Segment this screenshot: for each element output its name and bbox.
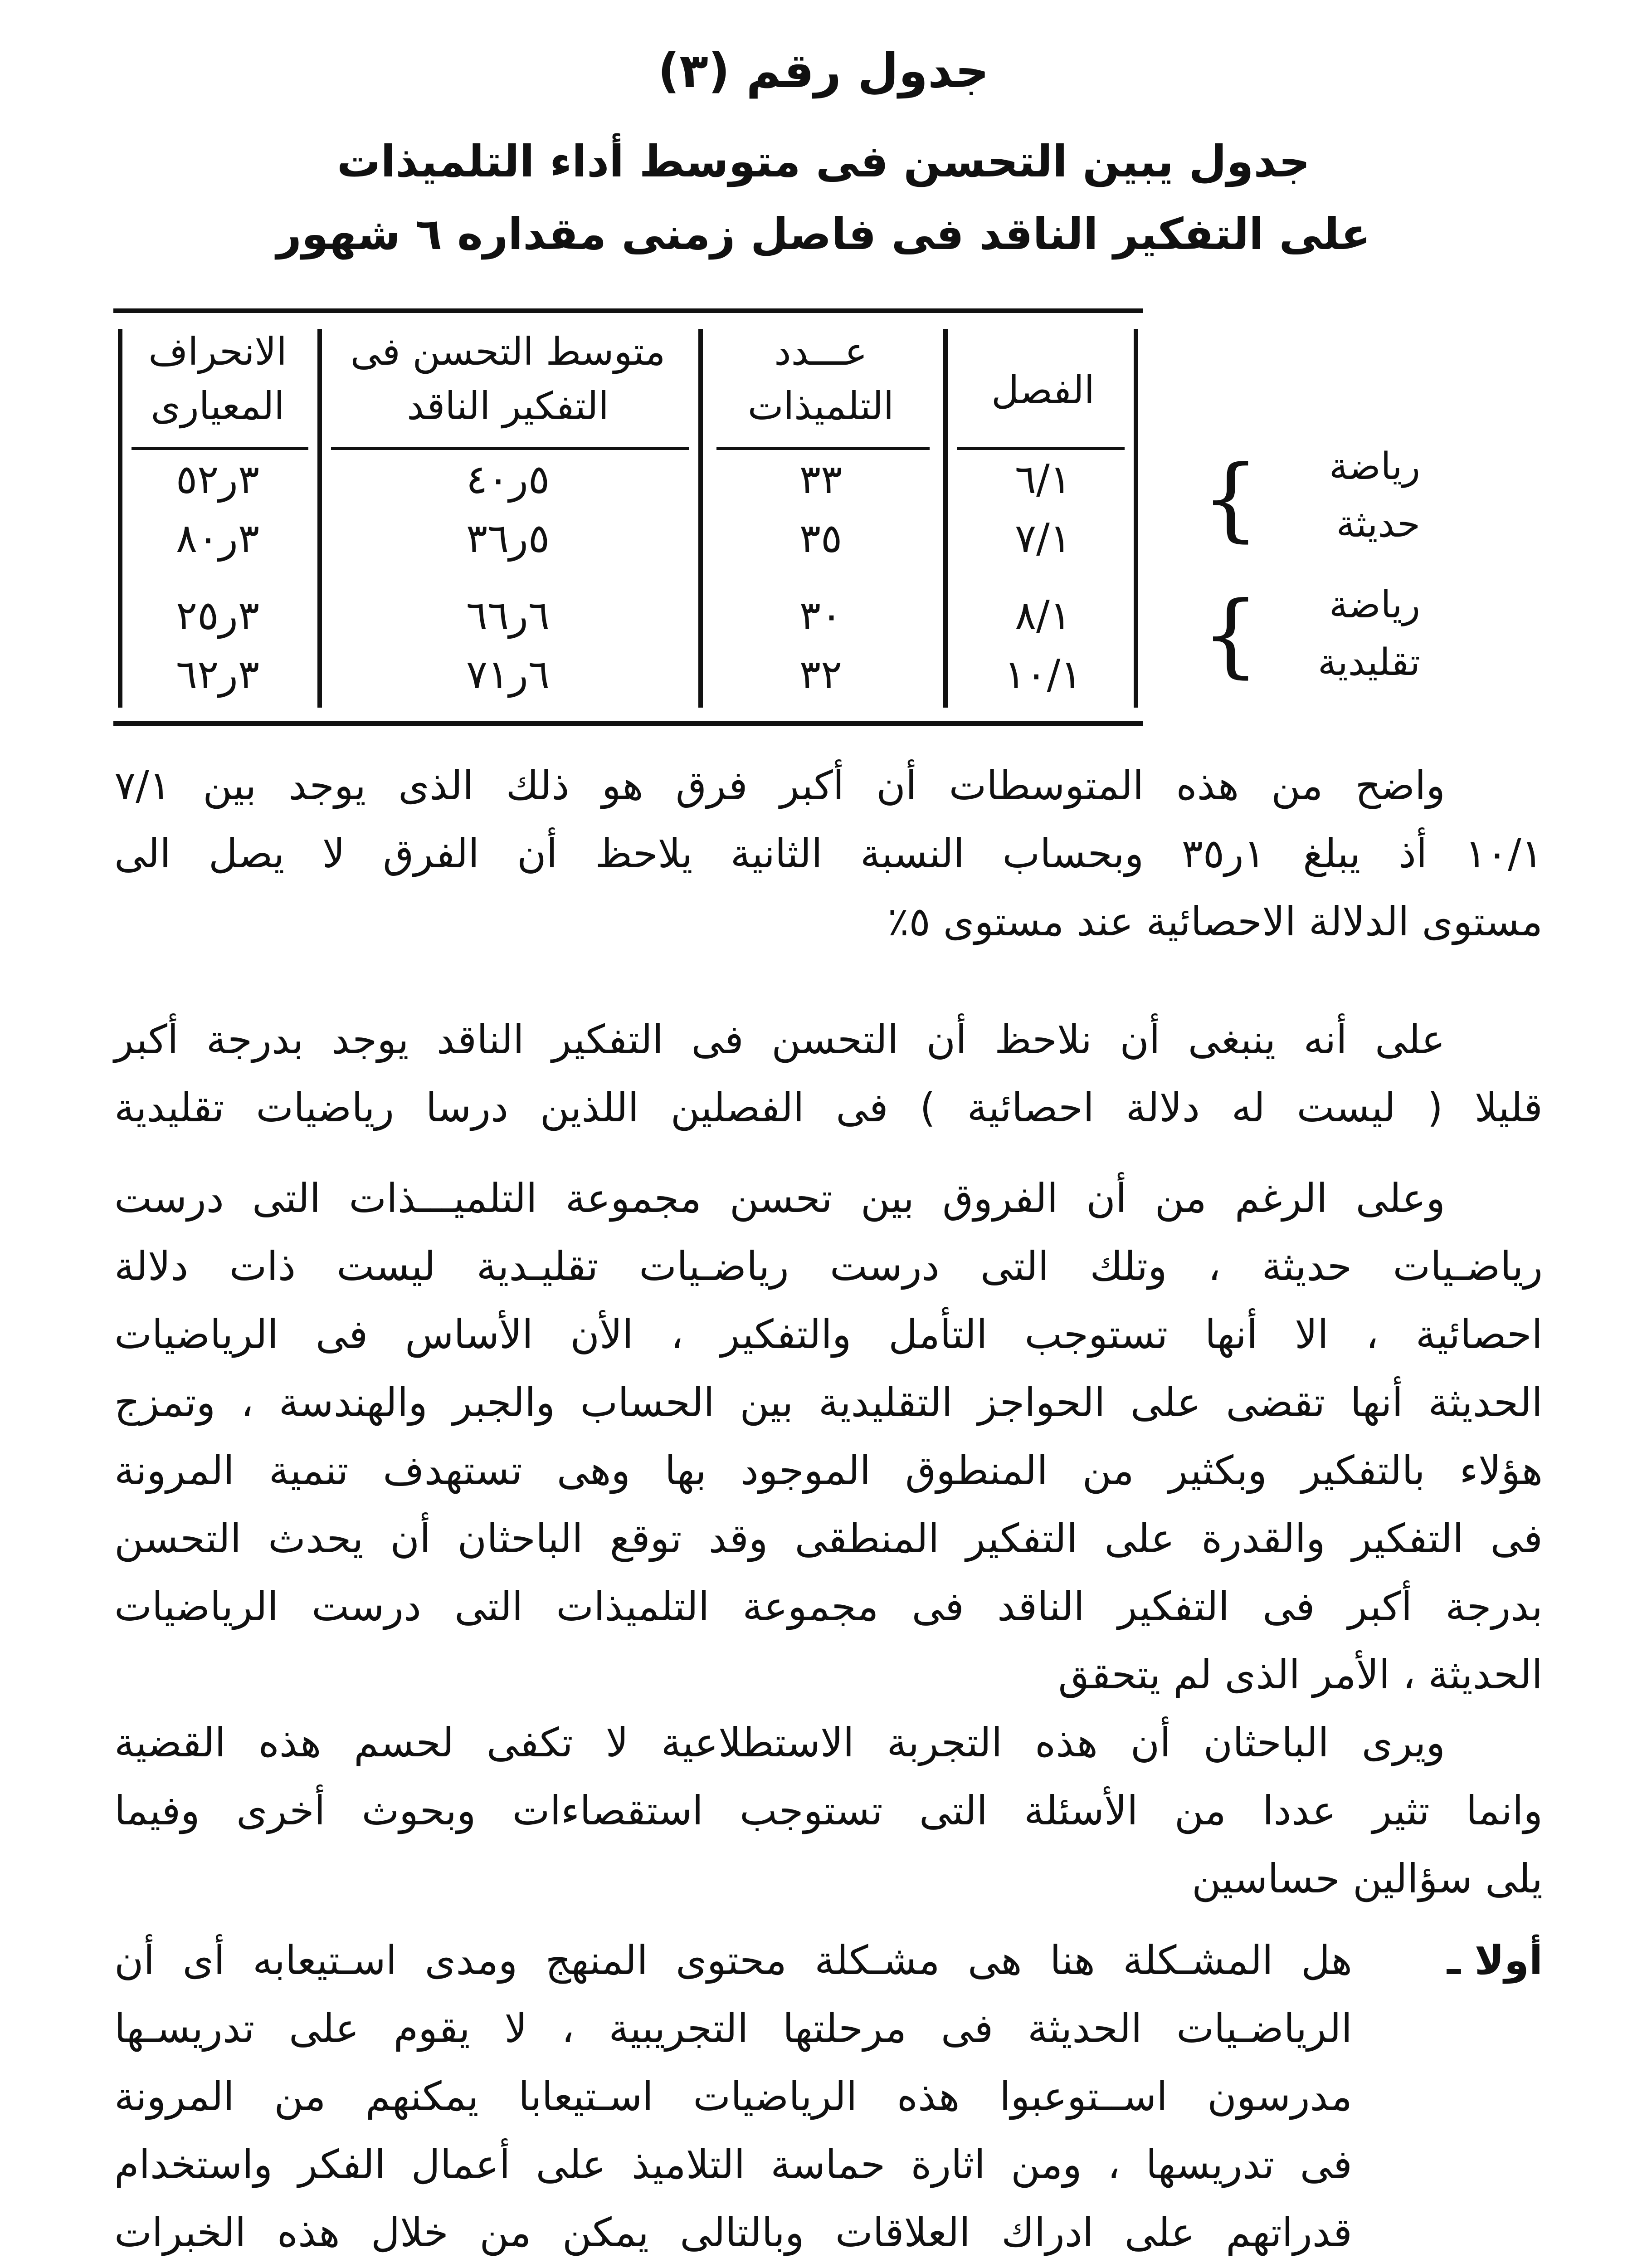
table-col-divider — [943, 329, 948, 708]
cell-class: ٨/١ — [1014, 592, 1072, 639]
paragraph-line: بدرجة أكبر فى التفكير الناقد فى مجموعة التلميذات التى درست الرياضيات — [114, 1583, 1543, 1630]
column-header-count-line-1: عـــدد — [774, 329, 867, 374]
list-line: مدرسون اســتوعبوا هذه الرياضيات اسـتيعابا يمكنهم من المرونة — [114, 2073, 1352, 2120]
column-header-count-line-2: التلميذات — [747, 384, 894, 428]
table-left-border — [118, 329, 122, 708]
table-top-rule — [113, 308, 1143, 313]
table-bottom-rule — [113, 721, 1143, 726]
group-label-modern: رياضة حديثة — [1329, 445, 1420, 546]
cell-sd: ٣ر٦٢ — [175, 651, 260, 698]
paragraph-line: فى التفكير والقدرة على التفكير المنطقى وقد توقع الباحثان أن يحدث التحسن — [114, 1515, 1543, 1562]
cell-sd: ٣ر٥٢ — [175, 456, 260, 503]
cell-mean: ٦ر٦٦ — [466, 592, 550, 639]
cell-class: ٦/١ — [1014, 456, 1072, 503]
table-title-line-2: على التفكير الناقد فى فاصل زمنى مقداره ٦ شهور — [276, 209, 1371, 259]
paragraph-line: وانما تثير عددا من الأسئلة التى تستوجب استقصاءات وبحوث أخرى وفيما — [114, 1787, 1543, 1834]
paragraph-line: على أنه ينبغى أن نلاحظ أن التحسن فى التفكير الناقد يوجد بدرجة أكبر — [114, 1016, 1445, 1063]
brace-icon: } — [1202, 582, 1260, 688]
paragraph-line: قليلا ( ليست له دلالة احصائية ) فى الفصلين اللذين درسا رياضيات تقليدية — [114, 1084, 1543, 1131]
column-header-sd-line-1: الانحراف — [148, 329, 287, 374]
paragraph-line: احصائية ، الا أنها تستوجب التأمل والتفكير ، الأن الأساس فى الرياضيات — [114, 1311, 1543, 1358]
list-line: هل المشـكلة هنا هى مشـكلة محتوى المنهج ومدى اسـتيعابه أى أن — [114, 1937, 1352, 1984]
cell-class: ١٠/١ — [1004, 651, 1082, 698]
cell-class: ٧/١ — [1014, 515, 1072, 562]
header-underline — [716, 447, 930, 450]
paragraph-line: هؤلاء بالتفكير وبكثير من المنطوق الموجود بها وهى تستهدف تنمية المرونة — [114, 1447, 1543, 1494]
paragraph-line: ويرى الباحثان أن هذه التجربة الاستطلاعية لا تكفى لحسم هذه القضية — [114, 1719, 1445, 1766]
list-line: الرياضـيات الحديثة فى مرحلتها التجريبية ، لا يقوم على تدريسـها — [114, 2005, 1352, 2052]
column-header-mean-line-2: التفكير الناقد — [407, 384, 609, 428]
header-underline — [331, 447, 689, 450]
paragraph-line: يلى سؤالين حساسين — [1192, 1855, 1543, 1902]
column-header-class: الفصل — [991, 368, 1095, 412]
table-col-divider — [698, 329, 703, 708]
cell-mean: ٦ر٧١ — [466, 651, 550, 698]
group-label-traditional: رياضة تقليدية — [1317, 583, 1420, 684]
table-col-divider — [317, 329, 322, 708]
cell-count: ٣٣ — [799, 456, 843, 503]
table-right-border — [1134, 329, 1138, 708]
table-number: جدول رقم (٣) — [658, 43, 989, 98]
paragraph-line: الحديثة أنها تقضى على الحواجز التقليدية بين الحساب والجبر والهندسة ، وتمزج — [114, 1379, 1543, 1426]
cell-sd: ٣ر٨٠ — [175, 515, 260, 562]
paragraph-line: الحديثة ، الأمر الذى لم يتحقق — [1058, 1651, 1543, 1698]
list-line: قدراتهم على ادراك العلاقات وبالتالى يمكن من خلال هذه الخبرات — [114, 2209, 1352, 2256]
column-header-mean-line-1: متوسط التحسن فى — [350, 329, 666, 374]
paragraph-line: وعلى الرغم من أن الفروق بين تحسن مجموعة التلميـــذات التى درست — [114, 1175, 1445, 1222]
paragraph-line: واضح من هذه المتوسطات أن أكبر فرق هو ذلك الذى يوجد بين ٧/١ — [114, 762, 1445, 809]
cell-mean: ٥ر٤٠ — [466, 456, 550, 503]
paragraph-line: مستوى الدلالة الاحصائية عند مستوى ٥٪ — [887, 898, 1543, 945]
cell-count: ٣٢ — [799, 651, 843, 698]
cell-sd: ٣ر٢٥ — [175, 592, 260, 639]
brace-icon: } — [1202, 446, 1260, 552]
cell-count: ٣٠ — [799, 592, 843, 639]
column-header-sd-line-2: المعيارى — [151, 384, 285, 428]
table-title-line-1: جدول يبين التحسن فى متوسط أداء التلميذات — [336, 136, 1311, 187]
list-line: فى تدريسها ، ومن اثارة حماسة التلاميذ على أعمال الفكر واستخدام — [114, 2141, 1352, 2188]
cell-mean: ٥ر٣٦ — [466, 515, 550, 562]
list-marker: أولا ـ — [1447, 1937, 1543, 1984]
paragraph-line: ١٠/١ أذ يبلغ ١ر٣٥ وبحساب النسبة الثانية يلاحظ أن الفرق لا يصل الى — [114, 830, 1543, 877]
paragraph-line: رياضـيات حديثة ، وتلك التى درست رياضـيات تقليـدية ليست ذات دلالة — [114, 1243, 1543, 1290]
header-underline — [957, 447, 1125, 450]
header-underline — [132, 447, 308, 450]
cell-count: ٣٥ — [799, 515, 843, 562]
